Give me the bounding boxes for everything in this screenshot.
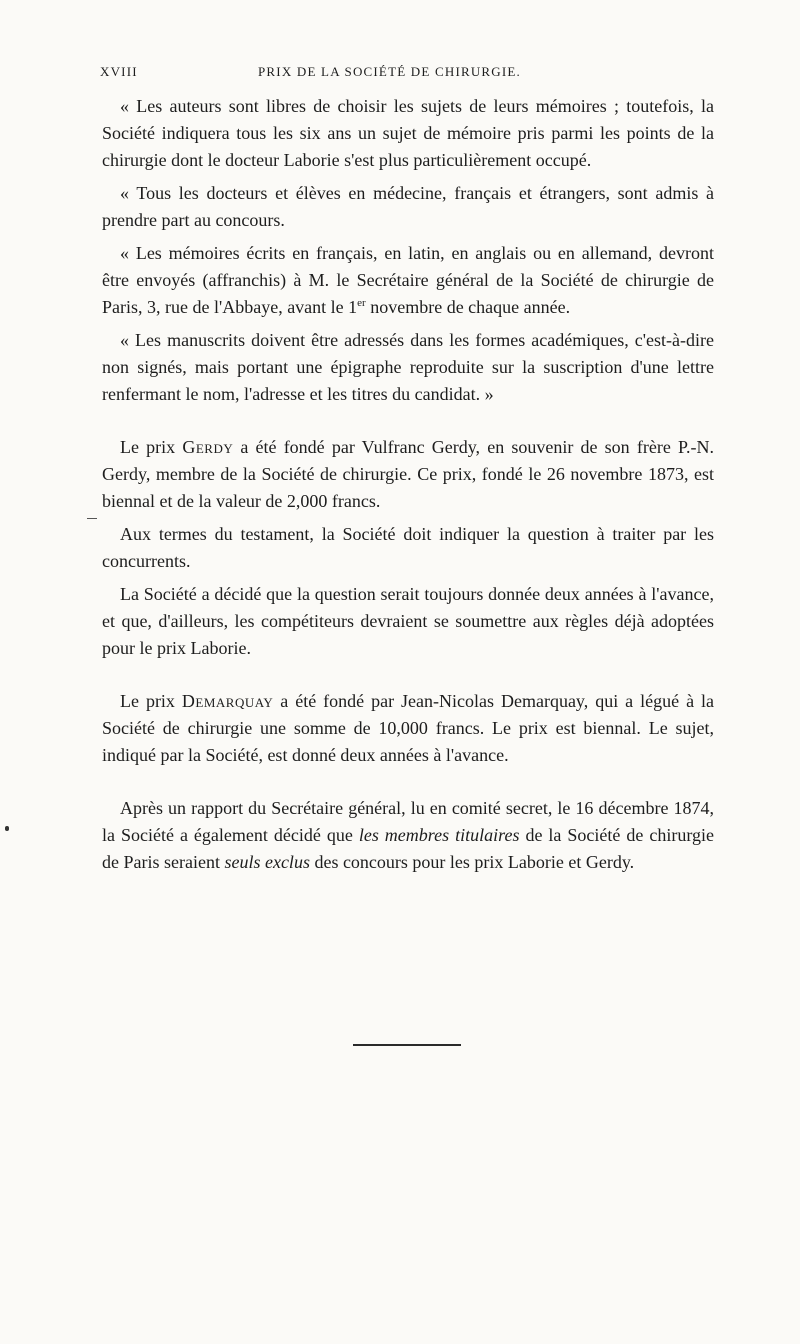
- prize-name-gerdy: Gerdy: [182, 437, 234, 457]
- page-number: XVIII: [100, 64, 138, 79]
- paragraph-laborie-eligibility: « Tous les docteurs et élèves en médecine, français et étrangers, sont admis à prendre part au concours.: [102, 183, 714, 230]
- margin-dot: [5, 826, 9, 831]
- paragraph-gerdy-rules: La Société a décidé que la question serait toujours donnée deux années à l'avance, et que, d'ailleurs, les compétiteurs devraient se soumettre aux règles déjà adoptées pour le prix Laborie.: [102, 584, 714, 658]
- paragraph-gerdy-testament: Aux termes du testament, la Société doit indiquer la question à traiter par les concurrents.: [102, 524, 714, 571]
- superscript: er: [357, 297, 366, 309]
- paragraph-exclusion-decision: Après un rapport du Secrétaire général, lu en comité secret, le 16 décembre 1874, la Société a également décidé que les membres titulaires de la Société de chirurgie de Paris seraient seuls exclus des concours pour les prix Laborie et Gerdy.: [102, 798, 715, 872]
- prize-name-demarquay: Demarquay: [181, 691, 274, 711]
- body-text: [102, 93, 714, 876]
- paragraph-laborie-subjects: « Les auteurs sont libres de choisir les sujets de leurs mémoires ; toutefois, la Société indiquera tous les six ans un sujet de mémoire pris parmi les points de la chirurgie dont le docteur Laborie s'est plus particulièrement occupé.: [102, 96, 714, 170]
- paragraph-gerdy-prize: Le prix Gerdy a été fondé par Vulfranc Gerdy, en souvenir de son frère P.-N. Gerdy, membre de la Société de chirurgie. Ce prix, fondé le 26 novembre 1873, est biennal et de la valeur de 2,000 francs.: [102, 437, 714, 511]
- paragraph-demarquay-prize: Le prix Demarquay a été fondé par Jean-Nicolas Demarquay, qui a légué à la Société de chirurgie une somme de 10,000 francs. Le prix est biennal. Le sujet, indiqué par la Société, est donné deux années à l'avance.: [102, 691, 715, 765]
- emphasis-seuls-exclus: seuls exclus: [224, 852, 310, 872]
- closing-rule: [353, 1044, 461, 1046]
- margin-mark: [87, 518, 97, 519]
- running-head: PRIX DE LA SOCIÉTÉ DE CHIRURGIE.: [258, 64, 522, 79]
- paragraph-laborie-submission: « Les mémoires écrits en français, en latin, en anglais ou en allemand, devront être envoyés (affranchis) à M. le Secrétaire général de la Société de chirurgie de Paris, 3, rue de l'Abbaye, avant le 1er novembre de chaque année.: [102, 243, 714, 317]
- paragraph-laborie-manuscripts: « Les manuscrits doivent être adressés dans les formes académiques, c'est-à-dire non signés, mais portant une épigraphe reproduite sur la suscription d'une lettre renfermant le nom, l'adresse et les titres du candidat. »: [102, 330, 714, 404]
- emphasis-membres-titulaires: les membres titulaires: [358, 825, 520, 845]
